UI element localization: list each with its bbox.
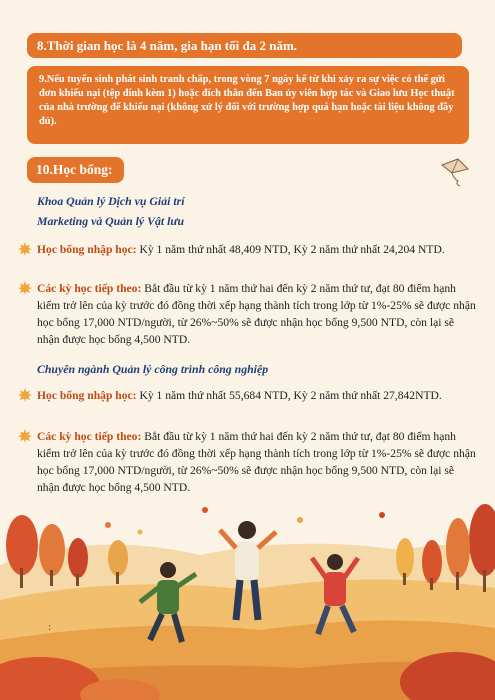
- program-2-entry-scholarship: [17, 387, 479, 404]
- maple-leaf-icon: [17, 241, 33, 257]
- section-10-title: 10.Học bổng:: [36, 162, 113, 177]
- section-8-text: 8.Thời gian học là 4 năm, gia hạn tối đa 2 năm.: [37, 38, 298, 53]
- program-2-continuing-text: Bắt đầu từ kỳ 1 năm thứ hai đến kỳ 2 năm thứ tư, đạt 80 điểm hạnh kiểm trở lên của kỳ trước đó đồng thời xếp hạng thành tích trong lớp từ 1%-25% sẽ được nhận học bổng 17,000 NTD/người, từ 26%~50% sẽ được nhận học bổng 9,500 NTD, còn lại sẽ nhận được học bổng 4,500 NTD.: [37, 430, 476, 494]
- program-1-entry-text: Kỳ 1 năm thứ nhất 48,409 NTD, Kỳ 2 năm thứ nhất 24,204 NTD.: [136, 243, 445, 256]
- section-8-banner: [27, 33, 462, 58]
- kite-icon: [438, 155, 472, 187]
- maple-leaf-icon: [17, 428, 33, 444]
- program-2-entry-text: Kỳ 1 năm thứ nhất 55,684 NTD, Kỳ 2 năm thứ nhất 27,842NTD.: [136, 389, 442, 402]
- program-1-name-line-1: Khoa Quản lý Dịch vụ Giải trí: [37, 194, 185, 208]
- program-2-name: Chuyên ngành Quản lý công trình công nghiệp: [37, 362, 269, 376]
- maple-leaf-icon: [17, 387, 33, 403]
- section-10-banner: [27, 157, 124, 183]
- program-1-entry-title: Học bổng nhập học:: [37, 243, 137, 256]
- autumn-scene-illustration: [0, 470, 495, 700]
- section-9-banner: [27, 66, 469, 144]
- program-1-entry-scholarship: [17, 241, 479, 258]
- program-1-continuing-title: Các kỳ học tiếp theo:: [37, 282, 142, 295]
- program-1-continuing-scholarship: [17, 280, 479, 348]
- program-2-continuing-title: Các kỳ học tiếp theo:: [37, 430, 142, 443]
- section-9-text: 9.Nếu tuyển sinh phát sinh tranh chấp, trong vòng 7 ngày kể từ khi xảy ra sự việc có thể gửi đơn khiếu nại (tệp đính kèm 1) hoặc đích thân đến Ban ủy viên hợp tác và Giao lưu Học thuật của nhà trường để khiếu nại (không xử lý đối với trường hợp quá hạn hoặc tài liệu không đầy đủ).: [39, 74, 455, 127]
- maple-leaf-icon: [17, 280, 33, 296]
- program-2-entry-title: Học bổng nhập học:: [37, 389, 137, 402]
- program-1-continuing-text: Bắt đầu từ kỳ 1 năm thứ hai đến kỳ 2 năm thứ tư, đạt 80 điểm hạnh kiểm trở lên của kỳ trước đó đồng thời xếp hạng thành tích trong lớp từ 1%-25% sẽ được nhận học bổng 17,000 NTD/người, từ 26%~50% sẽ được nhận học bổng 9,500 NTD, còn lại sẽ nhận được học bổng 4,500 NTD.: [37, 282, 476, 346]
- program-1-name-line-2: Marketing và Quản lý Vật lưu: [37, 214, 185, 228]
- footer-colon: :: [48, 621, 52, 633]
